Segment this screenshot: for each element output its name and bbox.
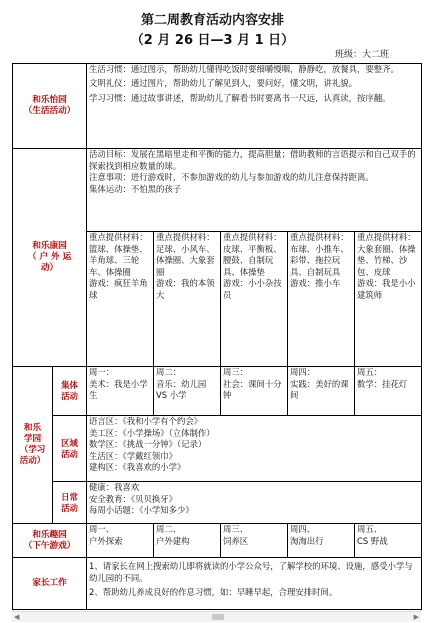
daily-label — [53, 482, 87, 524]
learn-header-line: 和乐 — [23, 423, 42, 433]
life-line: 学习习惯：通过故事讲述，帮助幼儿了解看书时要离书一尺远，认真读，按序翻。 — [89, 93, 391, 104]
focus-fri — [355, 232, 422, 367]
parents-header: 家长工作 — [13, 558, 87, 610]
day-activity: 数学：挂花灯 — [357, 378, 408, 389]
day-label: 周一、 — [89, 524, 115, 534]
scroll-thumb[interactable] — [212, 614, 224, 620]
group-label-line: 活动 — [61, 391, 78, 401]
group-label — [53, 367, 87, 416]
area-line: 生活区：《学戴红领巾》 — [89, 450, 177, 461]
focus-thu — [288, 232, 355, 367]
schedule-table — [12, 63, 422, 610]
day-label: 周四： — [290, 367, 316, 377]
area-row — [13, 416, 422, 482]
daily-line: 安全教育：《贝贝换牙》 — [89, 493, 177, 504]
daily-label-line: 日常 — [61, 491, 78, 502]
day-activity: 音乐：幼儿园 VS 小学 — [156, 378, 207, 401]
life-line: 生活习惯：通过图示，帮助幼儿懂得吃饭时要细嚼慢咽，静静吃，放餐具，要整齐。 — [89, 64, 399, 74]
focus-wed — [221, 232, 288, 367]
play-header — [13, 524, 87, 558]
daily-content — [87, 482, 422, 524]
day-label: 周二： — [156, 367, 182, 377]
day-label: 周三、 — [223, 524, 249, 534]
health-row — [13, 149, 422, 232]
day-activity: 社会：课间十分钟 — [223, 378, 282, 401]
day-activity: 实践：美好的课间 — [290, 378, 349, 401]
life-line: 文明礼仪：通过图片，帮助幼儿了解见到人，要问好，懂文明，讲礼貌。 — [89, 77, 358, 88]
area-line: 语言区：《我和小学有个约会》 — [89, 416, 203, 426]
focus-materials: 重点提供材料：足球、小风车、体操圈、大象套圈 — [156, 232, 215, 277]
day-activity: 美术：我是小学生 — [89, 378, 148, 401]
health-line: 活动目标：发展在黑暗里走和平衡的能力，提高胆量；借助教师的言语提示和自己双手的探索找到相应数量的球。 — [89, 149, 416, 171]
health-header — [13, 149, 87, 367]
page-subtitle: （2 月 26 日—3 月 1 日） — [130, 33, 295, 48]
area-line: 建构区：《我喜欢的小学》 — [89, 462, 186, 473]
day-activity: 户外建构 — [156, 535, 190, 546]
area-line: 美工区：《小学操场》（立体制作） — [89, 427, 215, 438]
health-header-line: 和乐康园 — [32, 241, 67, 251]
life-header-line: （生活活动） — [23, 106, 76, 116]
learn-header-line: （学习 — [19, 445, 46, 455]
daily-label-line: 活动 — [61, 502, 78, 513]
horizontal-scrollbar[interactable] — [12, 611, 421, 622]
day-activity: 淘淘出行 — [290, 535, 324, 546]
health-line: 集体运动：不怕黑的孩子 — [89, 183, 182, 194]
day-label: 周五： — [357, 367, 383, 377]
area-label-line: 区域 — [61, 437, 78, 448]
play-tue — [154, 524, 221, 558]
life-header — [13, 64, 87, 149]
focus-game: 游戏：小小杂技员 — [223, 278, 282, 300]
daily-row — [13, 482, 422, 524]
day-label: 周一： — [89, 367, 115, 377]
focus-game: 游戏：我是小小建筑师 — [357, 278, 416, 300]
play-mon — [87, 524, 154, 558]
group-wed — [221, 367, 288, 416]
group-row — [13, 367, 422, 416]
day-label: 周四、 — [290, 524, 316, 534]
learn-header — [13, 367, 53, 524]
focus-game: 游戏：推小车 — [290, 278, 341, 289]
focus-mon — [87, 232, 154, 367]
scroll-right-icon[interactable]: ▶ — [413, 613, 419, 621]
play-header-line: （下午游戏） — [23, 540, 76, 551]
parents-line: 2、帮助幼儿养成良好的作息习惯，如：早睡早起，合理安排时间。 — [89, 587, 338, 598]
page-title: 第二周教育活动内容安排 — [140, 13, 284, 28]
daily-line: 健康：我喜欢 — [89, 482, 140, 492]
learn-header-line: 学园 — [23, 434, 42, 444]
group-fri — [355, 367, 422, 416]
life-row — [13, 64, 422, 149]
play-fri — [355, 524, 422, 558]
scroll-left-icon[interactable]: ◀ — [14, 613, 20, 621]
focus-tue — [154, 232, 221, 367]
parents-content — [87, 558, 422, 610]
focus-materials: 重点提供材料：皮球、平衡板、腰鼓、自制玩具、体操垫 — [223, 232, 282, 277]
day-label: 周五、 — [357, 524, 383, 534]
day-activity: CS 野战 — [357, 535, 388, 546]
health-header-line: （ 户 外 运 — [27, 252, 72, 262]
area-line: 数学区：《挑战一分钟》（记录） — [89, 439, 207, 450]
learn-header-line: 活动） — [19, 456, 46, 466]
group-thu — [288, 367, 355, 416]
play-row — [13, 524, 422, 558]
parents-row — [13, 558, 422, 610]
daily-line: 每周小话题：《小学知多少》 — [89, 505, 194, 516]
health-content — [87, 149, 422, 232]
group-mon — [87, 367, 154, 416]
life-header-line: 和乐怡园 — [32, 95, 67, 105]
life-content — [87, 64, 422, 149]
group-label-line: 集体 — [61, 380, 78, 390]
focus-game: 游戏：我的本领大 — [156, 278, 215, 300]
play-header-line: 和乐趣园 — [32, 529, 67, 540]
parents-line: 1、请家长在网上搜索幼儿即将就读的小学公众号，了解学校的环境、设施，感受小学与幼儿园的不同。 — [89, 561, 413, 583]
day-activity: 户外探索 — [89, 535, 123, 546]
day-label: 周二、 — [156, 524, 182, 534]
area-label — [53, 416, 87, 482]
area-content — [87, 416, 422, 482]
focus-materials: 重点提供材料：大象套圈、体操垫、竹梯、沙包、皮球 — [357, 232, 416, 277]
day-label: 周三： — [223, 367, 249, 377]
focus-materials: 重点提供材料：篮球、体操垫、羊角球、三轮车、体操圈 — [89, 232, 148, 277]
class-label: 班级：大二班 — [334, 50, 389, 60]
focus-materials: 重点提供材料：布球、小推车、彩带、拖拉玩具、自制玩具 — [290, 232, 349, 277]
health-header-line: 动） — [40, 263, 59, 273]
health-line: 注意事项：进行游戏时，不参加游戏的幼儿与参加游戏的幼儿注意保持距离。 — [89, 172, 374, 183]
focus-game: 游戏：疯狂羊角球 — [89, 278, 148, 300]
play-wed — [221, 524, 288, 558]
day-activity: 饲养区 — [223, 535, 249, 546]
group-tue — [154, 367, 221, 416]
area-label-line: 活动 — [61, 448, 78, 459]
play-thu — [288, 524, 355, 558]
